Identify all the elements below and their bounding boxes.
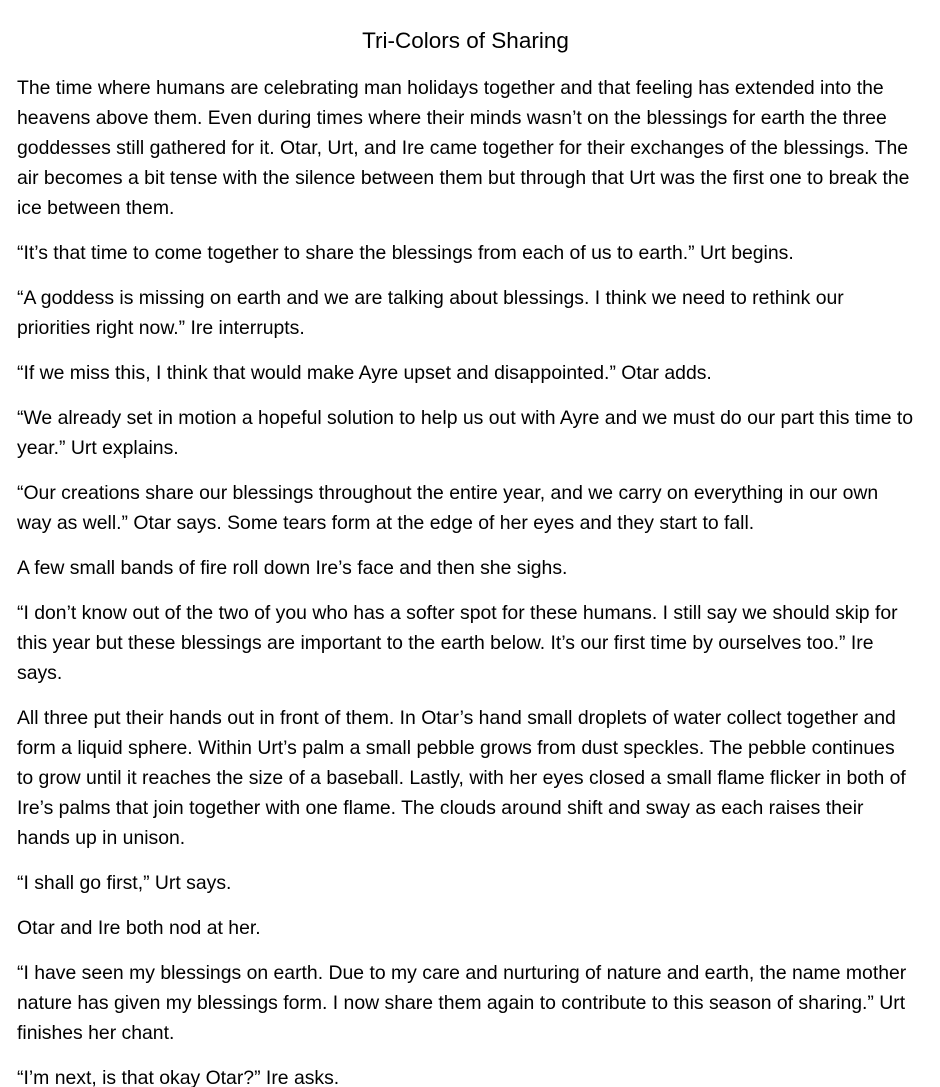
paragraph-2: “It’s that time to come together to share the blessings from each of us to earth.” Urt begins. [17, 242, 794, 264]
paragraph-3: “A goddess is missing on earth and we are talking about blessings. I think we need to rethink our priorities right now.” Ire interrupts. [17, 287, 844, 339]
paragraph-6: “Our creations share our blessings throughout the entire year, and we carry on everything in our own way as well.” Otar says. Some tears form at the edge of her eyes and they start to fall. [17, 482, 879, 534]
paragraph-7: A few small bands of fire roll down Ire’s face and then she sighs. [17, 557, 568, 579]
paragraph-11: Otar and Ire both nod at her. [17, 917, 261, 939]
paragraph-13: “I’m next, is that okay Otar?” Ire asks. [17, 1067, 340, 1087]
paragraph-9: All three put their hands out in front of them. In Otar’s hand small droplets of water collect together and form a liquid sphere. Within Urt’s palm a small pebble grows from dust speckles. The pebble continues to grow until it reaches the size of a baseball. Lastly, with her eyes closed a small flame flicker in both of Ire’s palms that join together with one flame. The clouds around shift and sway as each raises their hands up in unison. [17, 707, 906, 849]
paragraph-10: “I shall go first,” Urt says. [17, 872, 232, 894]
document-title: Tri-Colors of Sharing [362, 28, 569, 53]
paragraph-5: “We already set in motion a hopeful solution to help us out with Ayre and we must do our part this time to year.” Urt explains. [17, 407, 914, 459]
paragraph-8: “I don’t know out of the two of you who has a softer spot for these humans. I still say we should skip for this year but these blessings are important to the earth below. It’s our first time by ourselves too.” Ire says. [17, 602, 898, 684]
paragraph-12: “I have seen my blessings on earth. Due to my care and nurturing of nature and earth, the name mother nature has given my blessings form. I now share them again to contribute to this season of sharing.” Urt finishes her chant. [17, 962, 907, 1044]
paragraph-4: “If we miss this, I think that would make Ayre upset and disappointed.” Otar adds. [17, 362, 712, 384]
paragraph-1: The time where humans are celebrating man holidays together and that feeling has extended into the heavens above them. Even during times where their minds wasn’t on the blessings for earth the three goddesses still gathered for it. Otar, Urt, and Ire came together for their exchanges of the blessings. The air becomes a bit tense with the silence between them but through that Urt was the first one to break the ice between them. [17, 77, 910, 219]
